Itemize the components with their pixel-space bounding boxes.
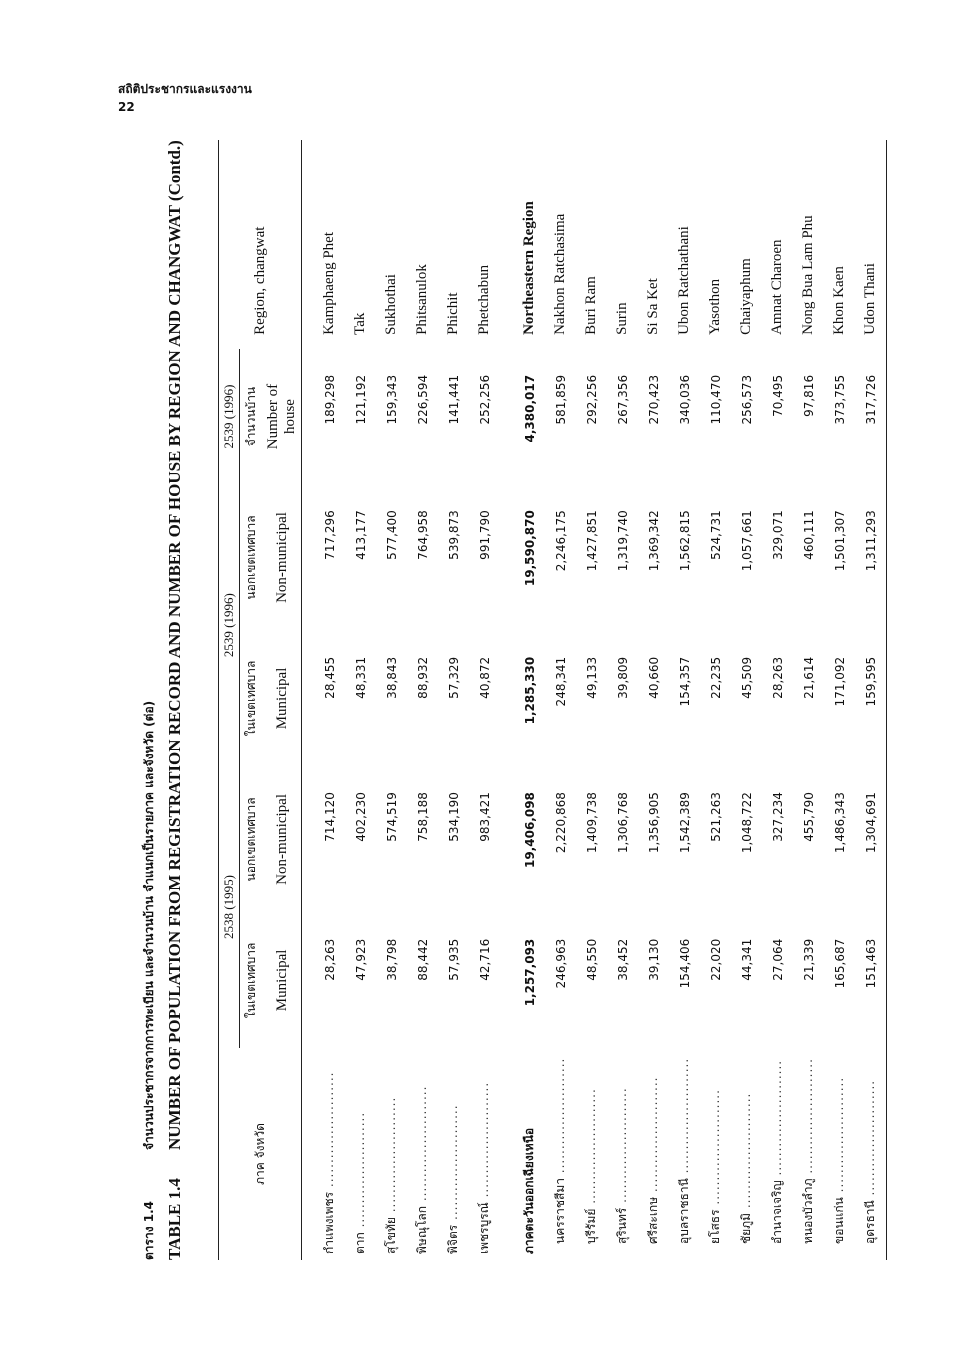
municipal-1996: 38,843 [384,656,399,699]
municipal-1995: 22,020 [708,938,723,981]
english-table-label: TABLE 1.4 [165,1178,184,1260]
leader-dots: ........................ [646,1076,660,1197]
nonmunicipal-1995: 402,230 [353,792,368,842]
leader-dots: ........................ [863,1079,877,1201]
leader-dots: ........................ [322,1071,336,1192]
house-count: 110,470 [708,374,723,425]
changwat-english: Nong Bua Lam Phu [800,215,816,335]
leader-dots: ........................ [708,1089,722,1210]
nonmunicipal-1995: 455,790 [801,792,816,842]
municipal-1996: 22,235 [708,656,723,699]
changwat-thai: พิษณุโลก ........................ [415,1085,429,1254]
table-row [438,140,469,1260]
municipal-1995: 154,406 [677,938,692,989]
col-municipal-en-1995: Municipal [273,949,290,1012]
house-count: 226,594 [415,374,430,425]
changwat-thai: อุดรธานี ........................ [863,1079,877,1244]
changwat-thai: ตาก ........................ [353,1111,367,1254]
house-count: 70,495 [770,374,785,417]
changwat-thai: สุโขทัย ........................ [384,1096,398,1254]
table-row [855,140,886,1260]
municipal-1996: 57,329 [446,656,461,699]
municipal-1995: 27,064 [770,938,785,981]
changwat-english: Ubon Ratchathani [676,226,692,335]
english-table-title: NUMBER OF POPULATION FROM REGISTRATION RECORD AND NUMBER OF HOUSE BY REGION AND CHANGWAT (Contd.) [165,140,184,1150]
changwat-thai: ยโสธร ........................ [708,1089,722,1244]
nonmunicipal-1996: 1,562,815 [677,510,692,572]
table-title [136,140,188,1260]
nonmunicipal-1995: 714,120 [322,792,337,842]
nonmunicipal-1995: 19,406,098 [522,792,537,869]
nonmunicipal-1996: 329,071 [770,510,785,560]
house-count: 159,343 [384,374,399,425]
municipal-1995: 42,716 [477,938,492,981]
changwat-english: Phetchabun [476,264,492,335]
leader-dots: ........................ [584,1088,598,1209]
municipal-1995: 47,923 [353,938,368,981]
changwat-thai: บุรีรัมย์ ........................ [584,1088,598,1244]
changwat-english: Chaiyaphum [738,258,754,335]
nonmunicipal-1996: 19,590,870 [522,510,537,587]
table-row [669,140,700,1260]
changwat-thai: ศรีสะเกษ ........................ [646,1076,660,1244]
col-nonmunicipal-thai-1995: นอกเขตเทศบาล [244,797,258,882]
house-count: 97,816 [801,374,816,417]
thai-table-label: ตาราง 1.4 [142,1200,156,1260]
municipal-1996: 159,595 [863,656,878,707]
house-count: 121,192 [353,374,368,425]
publication-title: สถิติประชากรและแรงงาน [118,82,252,96]
table-row [407,140,438,1260]
municipal-1996: 1,285,330 [522,656,537,725]
municipal-1996: 171,092 [832,656,847,707]
changwat-english: Phichit [445,292,461,335]
table-row [576,140,607,1260]
nonmunicipal-1995: 521,263 [708,792,723,842]
nonmunicipal-1996: 524,731 [708,510,723,560]
nonmunicipal-1996: 764,958 [415,510,430,560]
table-row [731,140,762,1260]
changwat-thai: เพชรบูรณ์ ........................ [477,1081,491,1254]
nonmunicipal-1995: 1,048,722 [739,792,754,854]
municipal-1995: 39,130 [646,938,661,981]
col-region-thai: ภาค จังหวัด [252,1123,267,1185]
leader-dots: ........................ [553,1057,567,1179]
municipal-1996: 248,341 [553,656,568,707]
nonmunicipal-1996: 717,296 [322,510,337,560]
nonmunicipal-1995: 1,409,738 [584,792,599,854]
house-count: 340,036 [677,374,692,425]
house-count: 270,423 [646,374,661,425]
changwat-english: Tak [352,312,368,335]
nonmunicipal-1996: 1,057,661 [739,510,754,572]
changwat-thai: กำแพงเพชร ........................ [322,1071,336,1254]
nonmunicipal-1995: 2,220,868 [553,792,568,854]
leader-dots: ........................ [446,1104,460,1225]
leader-dots: ........................ [477,1081,491,1203]
nonmunicipal-1996: 460,111 [801,510,816,560]
house-count: 4,380,017 [522,374,537,443]
changwat-english: Northeastern Region [521,201,537,335]
leader-dots: ........................ [384,1096,398,1218]
municipal-1995: 57,935 [446,938,461,981]
changwat-thai: อำนาจเจริญ ........................ [770,1059,784,1244]
nonmunicipal-1996: 2,246,175 [553,510,568,572]
col-year-1995: 2538 (1995) [219,766,240,1048]
municipal-1996: 21,614 [801,656,816,699]
leader-dots: ........................ [677,1057,691,1179]
nonmunicipal-1996: 1,501,307 [832,510,847,572]
nonmunicipal-1995: 1,486,343 [832,792,847,854]
leader-dots: ........................ [615,1087,629,1208]
municipal-1996: 45,509 [739,656,754,699]
municipal-1996: 40,872 [477,656,492,699]
changwat-english: Khon Kaen [831,266,847,335]
nonmunicipal-1996: 577,400 [384,510,399,560]
col-year-1996: 2539 (1996) [219,484,240,766]
changwat-english: Buri Ram [583,276,599,335]
municipal-1995: 38,798 [384,938,399,981]
nonmunicipal-1995: 1,542,389 [677,792,692,854]
nonmunicipal-1995: 327,234 [770,792,785,842]
col-municipal-en-1996: Municipal [273,667,290,730]
table-row [469,140,500,1260]
municipal-1995: 165,687 [832,938,847,989]
municipal-1995: 1,257,093 [522,938,537,1007]
municipal-1996: 154,357 [677,656,692,707]
house-count: 581,859 [553,374,568,425]
nonmunicipal-1996: 1,369,342 [646,510,661,572]
table-row [824,140,855,1260]
house-count: 189,298 [322,374,337,425]
municipal-1996: 28,455 [322,656,337,699]
changwat-english: Sukhothai [383,274,399,335]
table-row [638,140,669,1260]
municipal-1996: 39,809 [615,656,630,699]
changwat-thai: อุบลราชธานี ........................ [677,1057,691,1244]
table-row [314,140,345,1260]
population-table [218,140,887,1260]
nonmunicipal-1995: 534,190 [446,792,461,842]
table-row [700,140,731,1260]
nonmunicipal-1996: 1,427,851 [584,510,599,572]
leader-dots: ........................ [832,1076,846,1198]
changwat-english: Amnat Charoen [769,239,785,335]
municipal-1996: 28,263 [770,656,785,699]
municipal-1996: 40,660 [646,656,661,699]
municipal-1996: 48,331 [353,656,368,699]
changwat-thai: พิจิตร ........................ [446,1104,460,1254]
house-count: 141,441 [446,374,461,425]
changwat-thai: ชัยภูมิ ........................ [739,1092,753,1244]
nonmunicipal-1996: 1,319,740 [615,510,630,572]
nonmunicipal-1995: 758,188 [415,792,430,842]
col-nonmunicipal-en-1996: Non-municipal [273,512,290,603]
col-municipal-thai-1996: ในเขตเทศบาล [244,660,258,737]
col-municipal-thai-1995: ในเขตเทศบาล [244,942,258,1019]
municipal-1995: 88,442 [415,938,430,981]
municipal-1995: 38,452 [615,938,630,981]
leader-dots: ........................ [770,1059,784,1181]
nonmunicipal-1996: 413,177 [353,510,368,560]
house-count: 252,256 [477,374,492,425]
changwat-thai: ขอนแก่น ........................ [832,1076,846,1244]
page-number: 22 [118,100,135,114]
region-row [514,140,545,1260]
house-count: 292,256 [584,374,599,425]
municipal-1995: 151,463 [863,938,878,989]
changwat-english: Phitsanulok [414,264,430,335]
page-header [118,80,252,116]
changwat-english: Si Sa Ket [645,278,661,335]
col-house-en-line1: Number of [265,383,281,450]
col-year-1996-house: 2539 (1996) [219,349,240,484]
col-house-en [263,349,302,484]
municipal-1995: 44,341 [739,938,754,981]
changwat-thai: ภาคตะวันออกเฉียงเหนือ [522,1127,536,1254]
nonmunicipal-1995: 1,304,691 [863,792,878,854]
house-count: 267,356 [615,374,630,425]
changwat-english: Yasothon [707,278,723,335]
col-house-en-line2: house [282,399,298,435]
municipal-1995: 48,550 [584,938,599,981]
municipal-1995: 21,339 [801,938,816,981]
leader-dots: ........................ [353,1111,367,1233]
leader-dots: ........................ [801,1058,815,1179]
col-nonmunicipal-thai-1996: นอกเขตเทศบาล [244,515,258,600]
municipal-1996: 88,932 [415,656,430,699]
changwat-english: Nakhon Ratchasima [552,213,568,335]
changwat-english: Udon Thani [862,263,878,335]
nonmunicipal-1995: 574,519 [384,792,399,842]
house-count: 256,573 [739,374,754,425]
changwat-thai: นครราชสีมา ........................ [553,1057,567,1244]
thai-table-title: จำนวนประชากรจากการทะเบียน และจำนวนบ้าน จำแนกเป็นรายภาค และจังหวัด (ต่อ) [142,700,156,1150]
municipal-1996: 49,133 [584,656,599,699]
table-row [376,140,407,1260]
rotated-table-page [118,130,898,1260]
col-region-english: Region, changwat [251,226,268,335]
house-count: 317,726 [863,374,878,425]
changwat-english: Surin [614,302,630,335]
table-row [793,140,824,1260]
table-row [762,140,793,1260]
municipal-1995: 246,963 [553,938,568,989]
changwat-thai: สุรินทร์ ........................ [615,1087,629,1244]
col-nonmunicipal-en-1995: Non-municipal [273,794,290,885]
leader-dots: ........................ [415,1085,429,1206]
nonmunicipal-1996: 991,790 [477,510,492,560]
nonmunicipal-1996: 1,311,293 [863,510,878,572]
house-count: 373,755 [832,374,847,425]
table-row [545,140,576,1260]
table-row [607,140,638,1260]
changwat-english: Kamphaeng Phet [321,232,337,335]
changwat-thai: หนองบัวลำภู ........................ [801,1058,815,1244]
col-house-thai: จำนวนบ้าน [244,386,258,447]
nonmunicipal-1995: 1,356,905 [646,792,661,854]
municipal-1995: 28,263 [322,938,337,981]
leader-dots: ........................ [739,1092,753,1213]
table-row [345,140,376,1260]
nonmunicipal-1995: 1,306,768 [615,792,630,854]
nonmunicipal-1995: 983,421 [477,792,492,842]
nonmunicipal-1996: 539,873 [446,510,461,560]
